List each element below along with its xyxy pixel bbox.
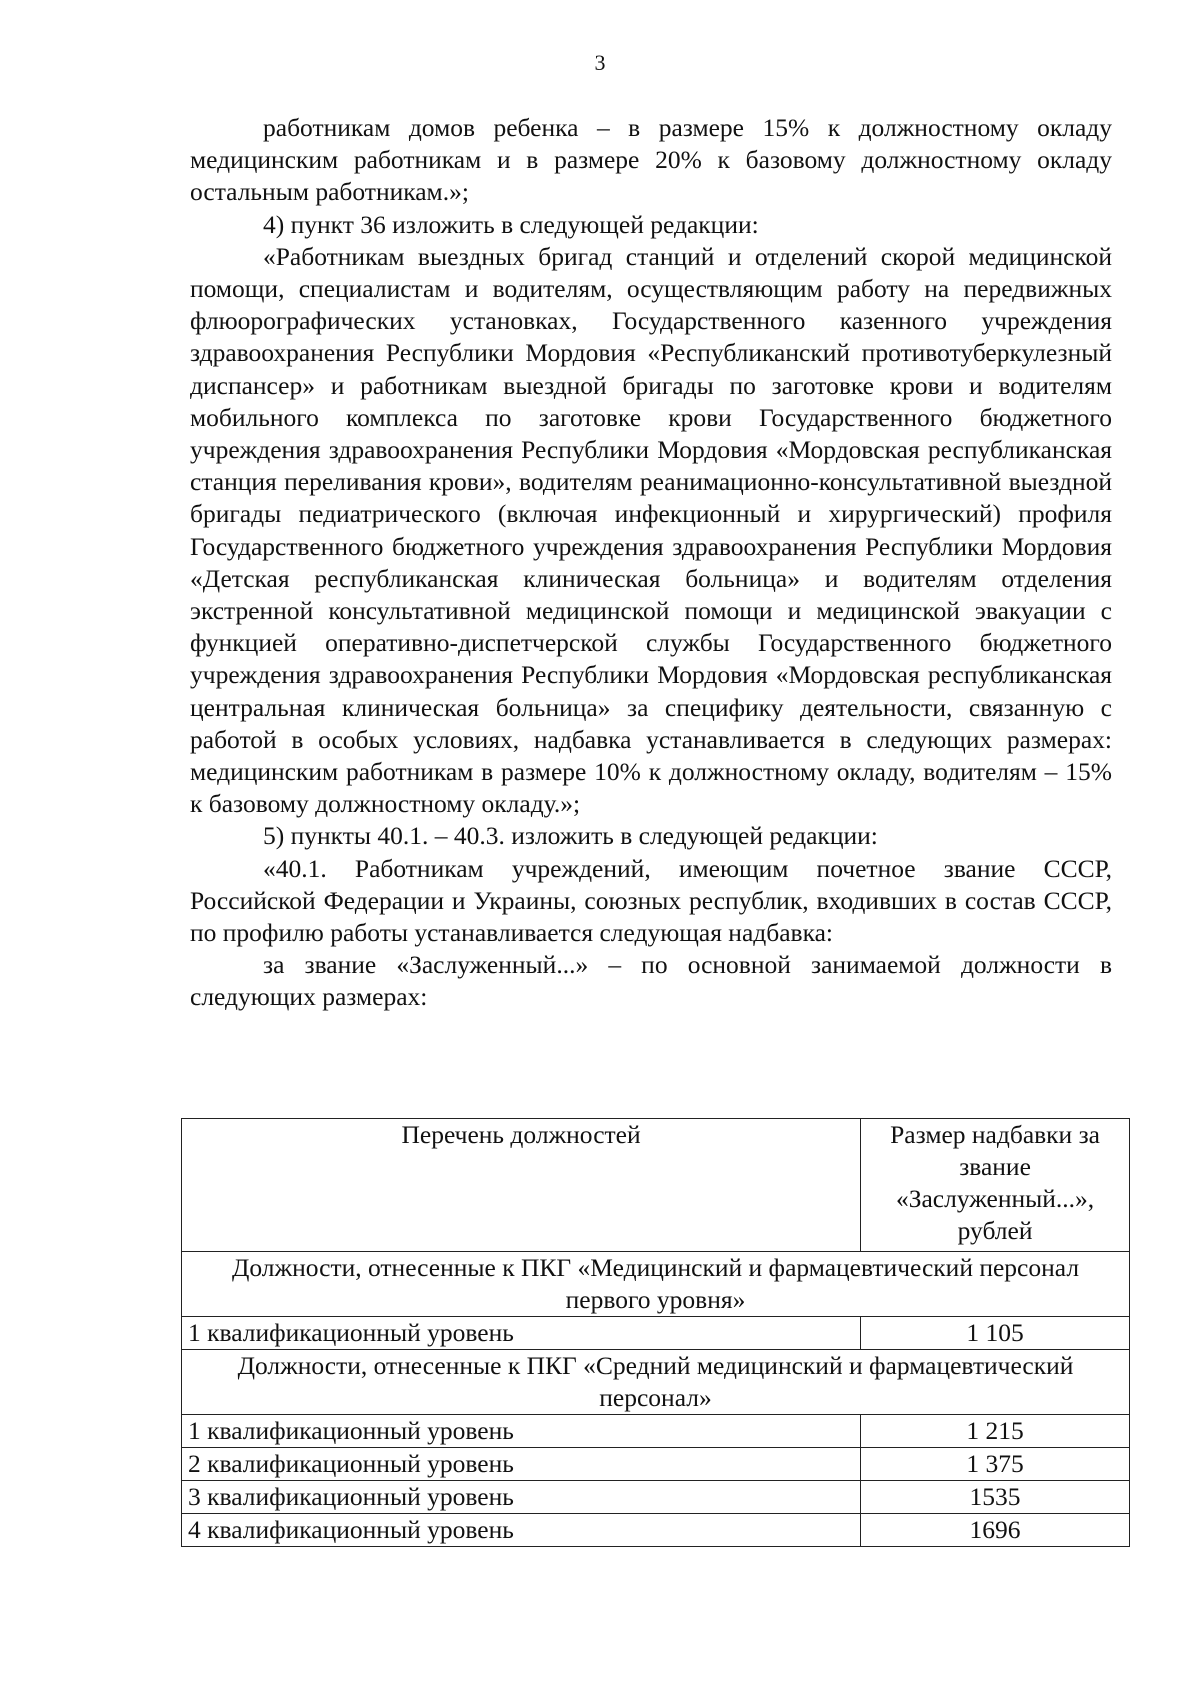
paragraph: работникам домов ребенка – в размере 15% к должностному окладу медицинским работникам и в размере 20% к базовому должностному окладу остальным работникам.»; xyxy=(190,113,1112,207)
table-row xyxy=(182,1481,1130,1514)
table-cell-amount: 1 375 xyxy=(861,1448,1130,1481)
table-cell-level: 1 квалификационный уровень xyxy=(182,1317,861,1350)
table-cell-level: 1 квалификационный уровень xyxy=(182,1415,861,1448)
paragraph: 4) пункт 36 изложить в следующей редакции: xyxy=(263,209,759,239)
paragraph: «Работникам выездных бригад станций и отделений скорой медицинской помощи, специалистам и водителям, осуществляющим работу на передвижных флюорографических установках, Государственного казенного учреждения здравоохранения Республики Мордовия «Республиканский противотуберкулезный диспансер» и работникам выездной бригады по заготовке крови и водителям мобильного комплекса по заготовке крови Государственного бюджетного учреждения здравоохранения Республики Мордовия «Мордовская республиканская станция переливания крови», водителям реанимационно-консультативной выездной бригады педиатрического (включая инфекционный и хирургический) профиля Государственного бюджетного учреждения здравоохранения Республики Мордовия «Детская республиканская клиническая больница» и водителям отделения экстренной консультативной медицинской помощи и медицинской эвакуации с функцией оперативно-диспетчерской службы Государственного бюджетного учреждения здравоохранения Республики Мордовия «Мордовская республиканская центральная клиническая больница» за специфику деятельности, связанную с работой в особых условиях, надбавка устанавливается в следующих размерах: медицинским работникам в размере 10% к должностному окладу, водителям – 15% к базовому должностному окладу.»; xyxy=(190,241,1112,819)
table-cell-amount: 1 105 xyxy=(861,1317,1130,1350)
paragraph: «40.1. Работникам учреждений, имеющим почетное звание СССР, Российской Федерации и Украины, союзных республик, входивших в состав СССР, по профилю работы устанавливается следующая надбавка: xyxy=(190,853,1112,948)
document-body xyxy=(190,112,1112,1014)
paragraph: за звание «Заслуженный...» – по основной занимаемой должности в следующих размерах: xyxy=(190,950,1112,1012)
table-cell-amount: 1 215 xyxy=(861,1415,1130,1448)
table-row xyxy=(182,1448,1130,1481)
table-header-row xyxy=(182,1119,1130,1252)
table-cell-amount: 1696 xyxy=(861,1514,1130,1547)
table-group-title: Должности, отнесенные к ПКГ «Средний медицинский и фармацевтический персонал» xyxy=(182,1350,1130,1415)
table-row xyxy=(182,1415,1130,1448)
page-number: 3 xyxy=(594,50,606,75)
table-cell-level: 2 квалификационный уровень xyxy=(182,1448,861,1481)
table-row xyxy=(182,1317,1130,1350)
table-cell-amount: 1535 xyxy=(861,1481,1130,1514)
table-header-amount: Размер надбавки за звание «Заслуженный...», рублей xyxy=(861,1119,1130,1252)
table-group-row xyxy=(182,1350,1130,1415)
paragraph: 5) пункты 40.1. – 40.3. изложить в следующей редакции: xyxy=(263,821,878,851)
table-group-row xyxy=(182,1252,1130,1317)
table-cell-level: 3 квалификационный уровень xyxy=(182,1481,861,1514)
table-cell-level: 4 квалификационный уровень xyxy=(182,1514,861,1547)
table-row xyxy=(182,1514,1130,1547)
allowance-table xyxy=(181,1118,1130,1547)
table-header-positions: Перечень должностей xyxy=(182,1119,861,1252)
table-group-title: Должности, отнесенные к ПКГ «Медицинский и фармацевтический персонал первого уровня» xyxy=(182,1252,1130,1317)
